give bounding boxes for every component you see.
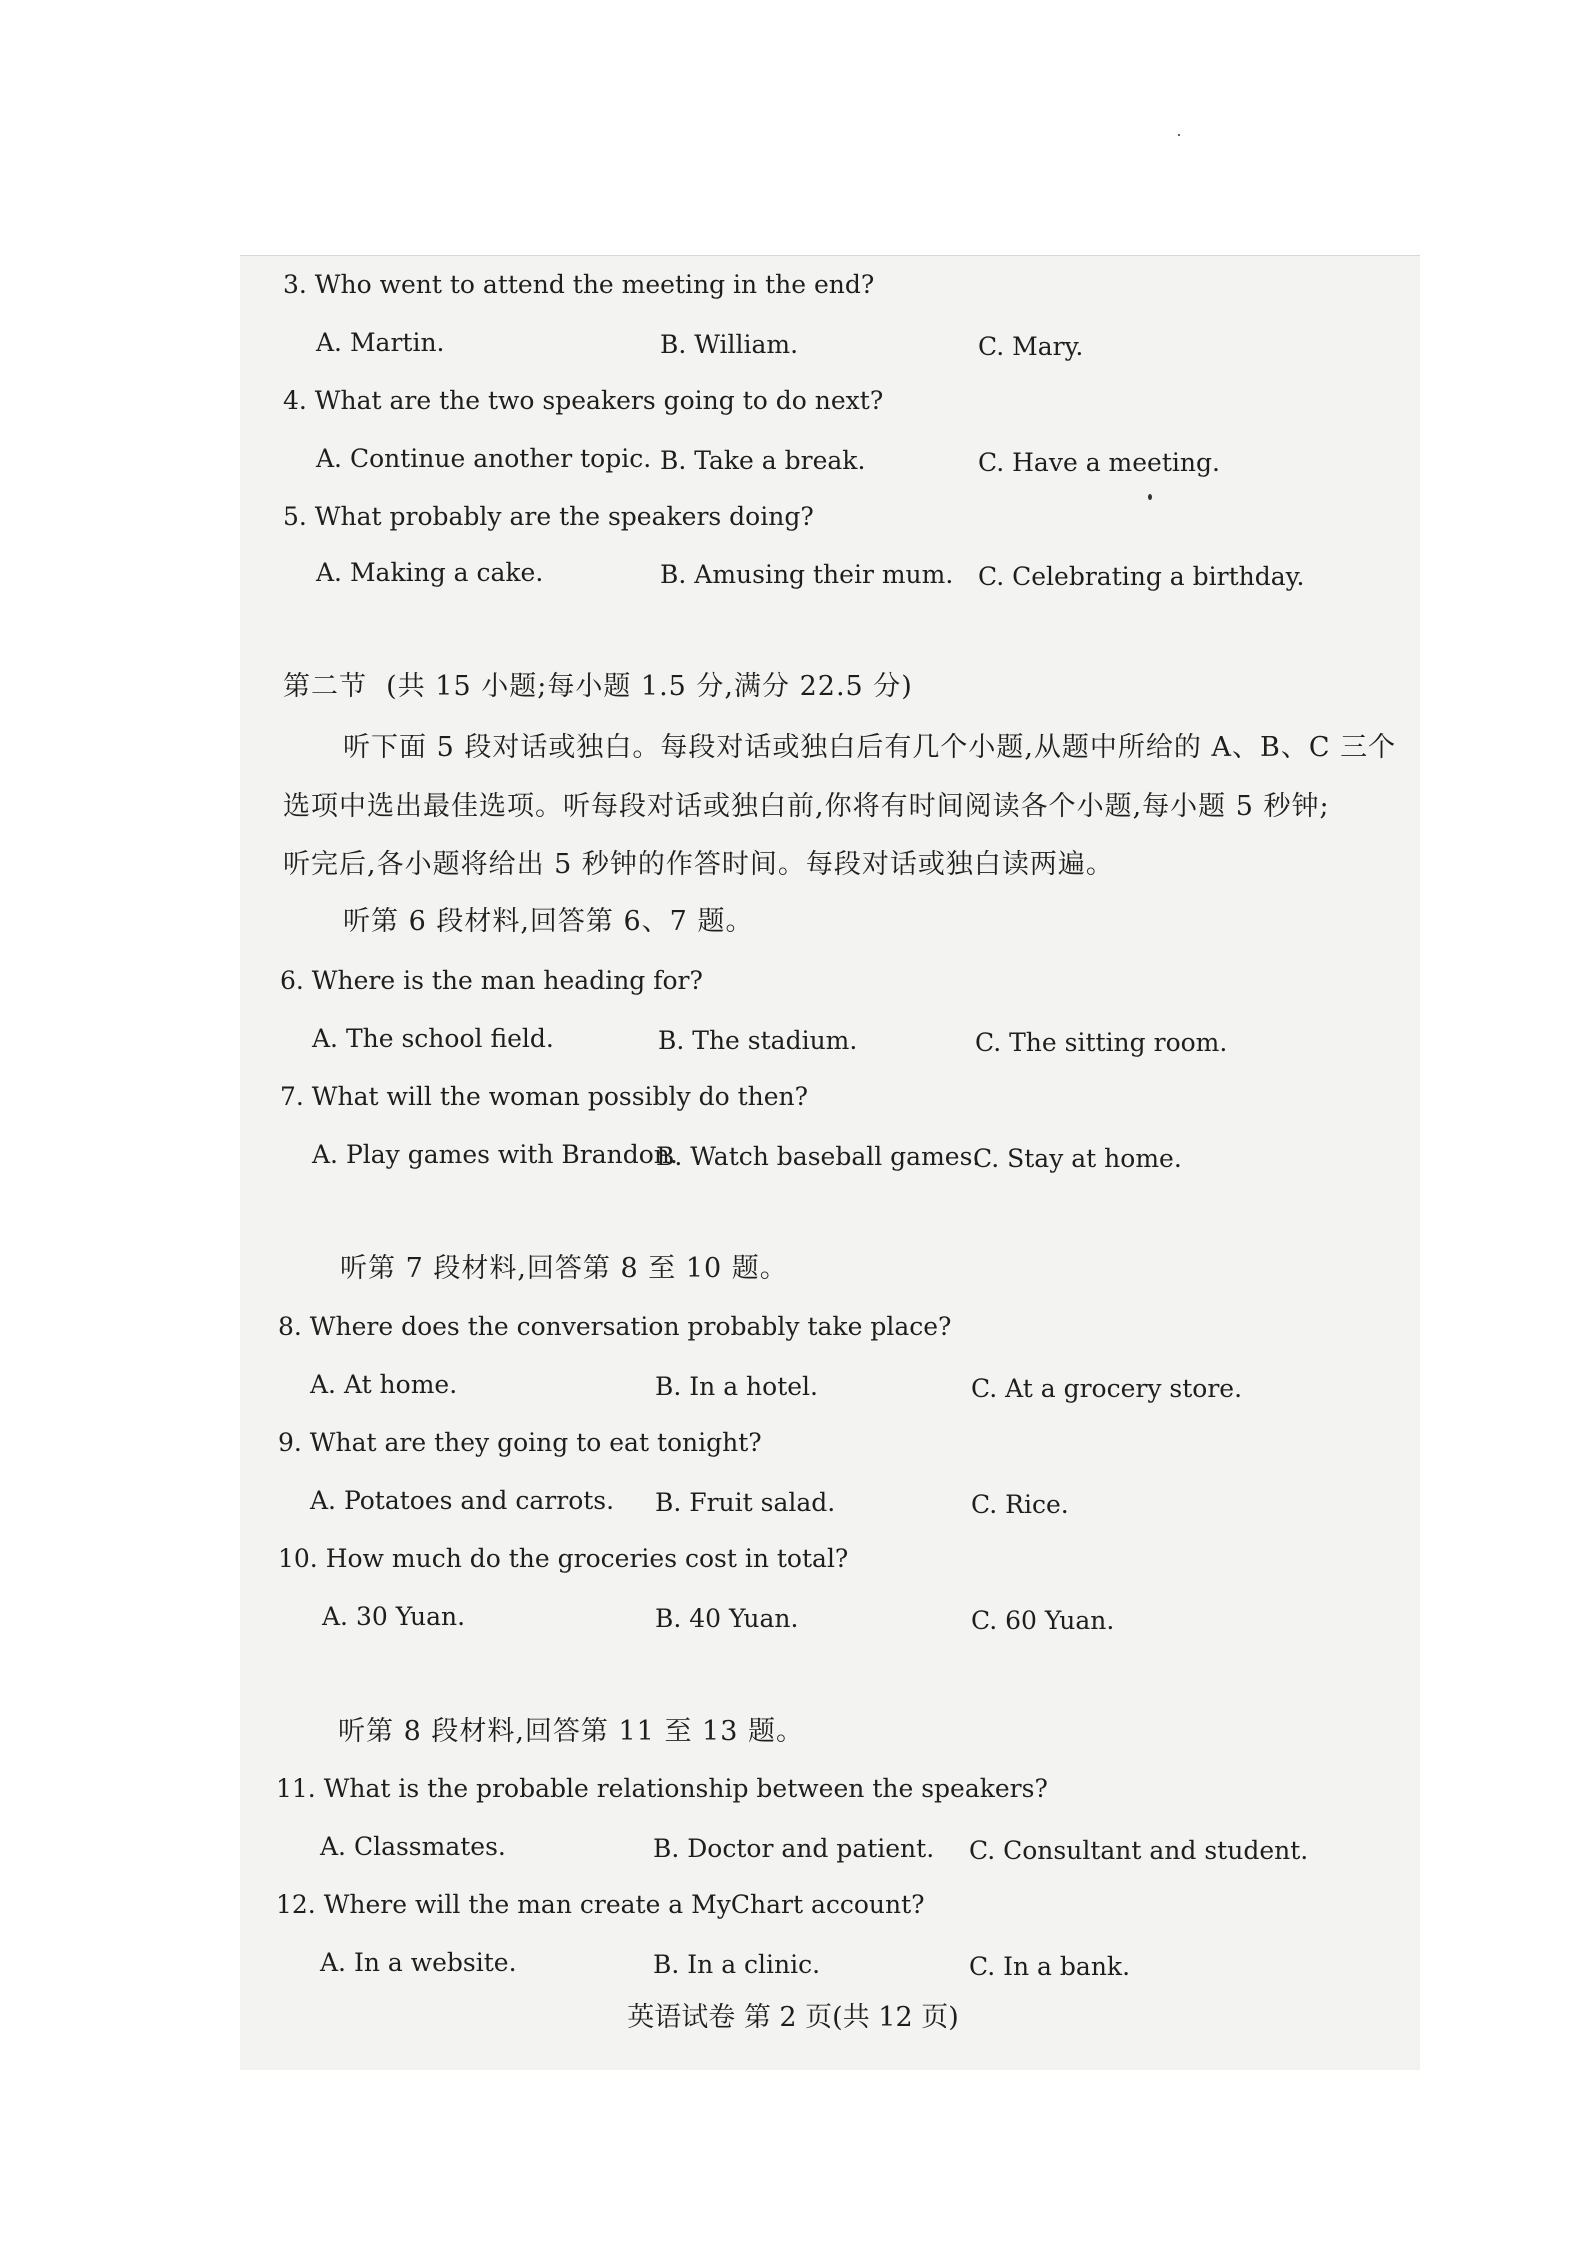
question-9: 9. What are they going to eat tonight? bbox=[278, 1428, 762, 1457]
question-6: 6. Where is the man heading for? bbox=[280, 966, 703, 995]
section-2-heading: 第二节 (共 15 小题;每小题 1.5 分,满分 22.5 分) bbox=[283, 671, 913, 702]
page-footer: 英语试卷 第 2 页(共 12 页) bbox=[627, 2002, 959, 2033]
option-5c: C. Celebrating a birthday. bbox=[978, 562, 1305, 591]
option-9c: C. Rice. bbox=[971, 1490, 1069, 1519]
option-6a: A. The school field. bbox=[312, 1024, 554, 1053]
option-7c: C. Stay at home. bbox=[973, 1144, 1182, 1173]
option-5b: B. Amusing their mum. bbox=[660, 560, 954, 589]
question-11: 11. What is the probable relationship between the speakers? bbox=[276, 1774, 1048, 1803]
option-12a: A. In a website. bbox=[320, 1948, 517, 1977]
option-5a: A. Making a cake. bbox=[316, 558, 544, 587]
question-4: 4. What are the two speakers going to do next? bbox=[283, 386, 884, 415]
question-12: 12. Where will the man create a MyChart account? bbox=[276, 1890, 925, 1919]
question-7: 7. What will the woman possibly do then? bbox=[280, 1082, 809, 1111]
option-12c: C. In a bank. bbox=[969, 1952, 1131, 1981]
option-6b: B. The stadium. bbox=[658, 1026, 858, 1055]
option-8a: A. At home. bbox=[310, 1370, 458, 1399]
option-4a: A. Continue another topic. bbox=[316, 444, 652, 473]
question-8: 8. Where does the conversation probably take place? bbox=[278, 1312, 952, 1341]
section-2-instruction-2: 选项中选出最佳选项。听每段对话或独白前,你将有时间阅读各个小题,每小题 5 秒钟; bbox=[283, 791, 1330, 822]
part-7-heading: 听第 7 段材料,回答第 8 至 10 题。 bbox=[340, 1253, 788, 1284]
question-5: 5. What probably are the speakers doing? bbox=[283, 502, 814, 531]
option-8b: B. In a hotel. bbox=[655, 1372, 818, 1401]
option-9b: B. Fruit salad. bbox=[655, 1488, 836, 1517]
option-8c: C. At a grocery store. bbox=[971, 1374, 1243, 1403]
question-10: 10. How much do the groceries cost in total? bbox=[278, 1544, 849, 1573]
part-8-heading: 听第 8 段材料,回答第 11 至 13 题。 bbox=[338, 1716, 804, 1747]
option-6c: C. The sitting room. bbox=[975, 1028, 1228, 1057]
option-10c: C. 60 Yuan. bbox=[971, 1606, 1115, 1635]
option-10a: A. 30 Yuan. bbox=[322, 1602, 466, 1631]
part-6-heading: 听第 6 段材料,回答第 6、7 题。 bbox=[343, 906, 754, 937]
section-2-instruction-1: 听下面 5 段对话或独白。每段对话或独白后有几个小题,从题中所给的 A、B、C 三个 bbox=[343, 732, 1397, 763]
option-3c: C. Mary. bbox=[978, 332, 1084, 361]
option-4b: B. Take a break. bbox=[660, 446, 866, 475]
option-3a: A. Martin. bbox=[316, 328, 445, 357]
option-4c: C. Have a meeting. bbox=[978, 448, 1220, 477]
option-12b: B. In a clinic. bbox=[653, 1950, 821, 1979]
option-7a: A. Play games with Brandon. bbox=[312, 1140, 678, 1169]
option-9a: A. Potatoes and carrots. bbox=[310, 1486, 615, 1515]
option-11a: A. Classmates. bbox=[320, 1832, 506, 1861]
option-7b: B. Watch baseball games. bbox=[656, 1142, 981, 1171]
question-3: 3. Who went to attend the meeting in the end? bbox=[283, 270, 875, 299]
option-3b: B. William. bbox=[660, 330, 799, 359]
option-11c: C. Consultant and student. bbox=[969, 1836, 1309, 1865]
option-10b: B. 40 Yuan. bbox=[655, 1604, 799, 1633]
section-2-instruction-3: 听完后,各小题将给出 5 秒钟的作答时间。每段对话或独白读两遍。 bbox=[283, 849, 1114, 880]
option-11b: B. Doctor and patient. bbox=[653, 1834, 935, 1863]
